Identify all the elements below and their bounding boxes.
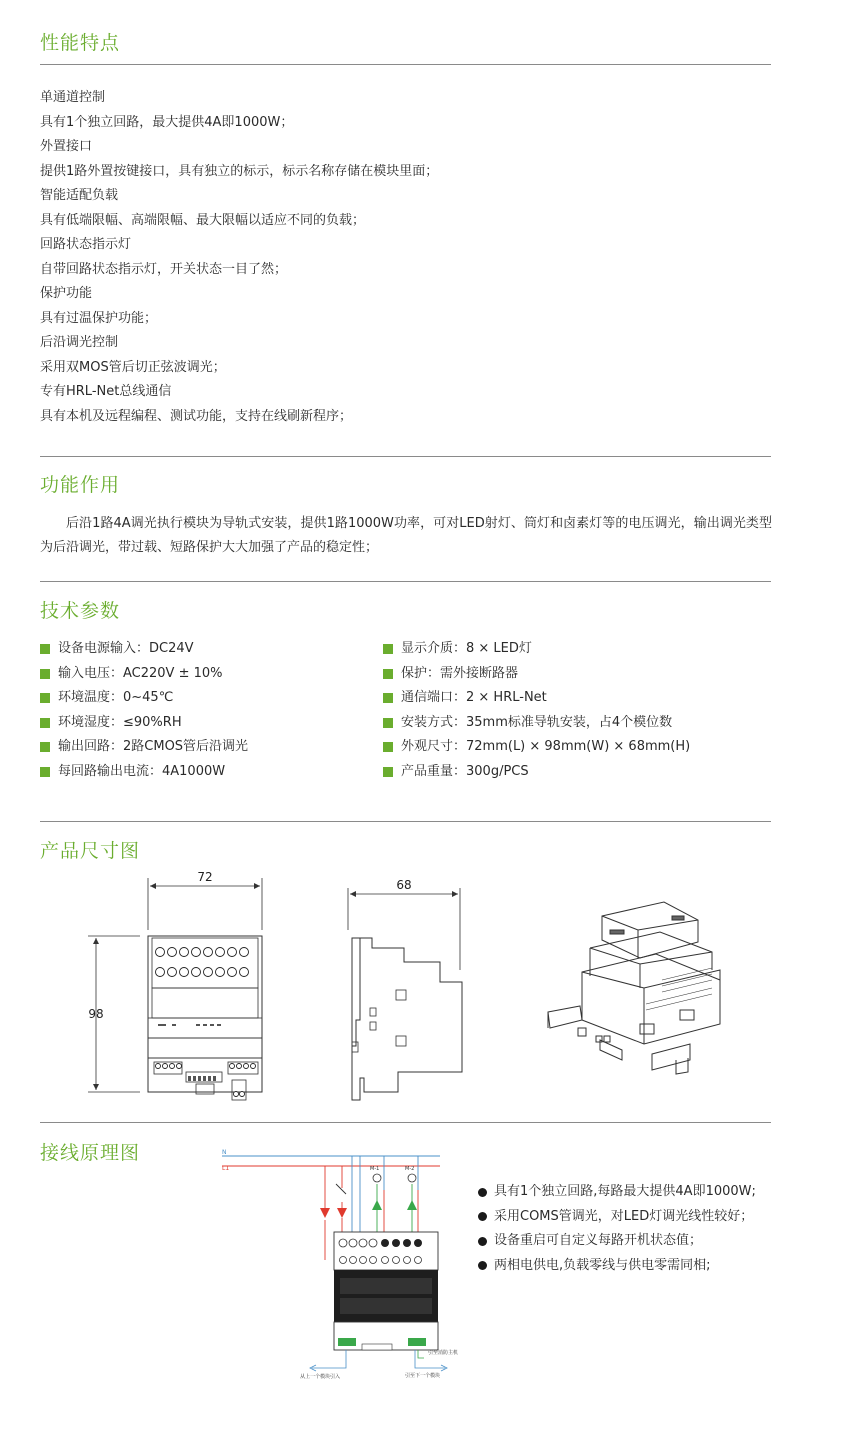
divider [40,64,771,65]
feature-line: 具有本机及远程编程、测试功能，支持在线刷新程序； [40,408,353,424]
spec-item: 保护：需外接断路器 [383,662,690,687]
spec-item: 设备电源输入：DC24V [40,637,248,662]
bullet-dot-icon [478,1188,487,1197]
dim-depth-label: 68 [396,878,412,892]
wiring-note: 采用COMS管调光，对LED灯调光线性较好； [478,1205,756,1230]
section-title-wiring: 接线原理图 [40,1142,141,1164]
bullet-square-icon [383,767,393,777]
features-list [40,86,438,429]
feature-line: 采用双MOS管后切正弦波调光； [40,359,226,375]
isometric-view-drawing [548,902,720,1074]
specs-left [40,637,248,784]
feature-line: 单通道控制 [40,90,106,105]
bullet-dot-icon [478,1237,487,1246]
wiring-notes [478,1180,756,1278]
bullet-square-icon [40,742,50,752]
feature-line: 外置接口 [40,139,93,154]
side-view-drawing [348,888,462,1100]
spec-item: 通信端口：2 × HRL-Net [383,686,690,711]
lamp-icon [408,1174,416,1182]
feature-line: 保护功能 [40,286,93,301]
feature-line: 专有HRL-Net总线通信 [40,384,172,399]
bullet-square-icon [383,718,393,728]
feature-line: 回路状态指示灯 [40,237,132,252]
line-l1-label: L1 [222,1165,230,1172]
section-title-features: 性能特点 [40,32,121,54]
bullet-square-icon [40,767,50,777]
bus-lines [310,1350,447,1371]
spec-item: 显示介质：8 × LED灯 [383,637,690,662]
arrow-down-icon [320,1208,330,1218]
feature-line: 自带回路状态指示灯，开关状态一目了然； [40,261,288,277]
feature-line: 提供1路外置按键接口，具有独立的标示，标示名称存储在模块里面； [40,163,439,179]
section-title-function: 功能作用 [40,474,121,496]
bullet-square-icon [383,644,393,654]
bullet-square-icon [383,742,393,752]
line-n-label: N [222,1149,227,1156]
to-host-label: 引至消防主机 [428,1350,459,1356]
divider [40,456,771,457]
spec-item: 安装方式：35mm标准导轨安装，占4个模位数 [383,711,690,736]
section-title-dimensions: 产品尺寸图 [40,840,141,862]
spec-item: 输出回路：2路CMOS管后沿调光 [40,735,248,760]
spec-item: 输入电压：AC220V ± 10% [40,662,248,687]
bullet-square-icon [383,669,393,679]
arrow-up-icon [372,1200,382,1210]
feature-line: 具有过温保护功能； [40,310,158,326]
bullet-square-icon [40,718,50,728]
load-label-1: M-1 [370,1166,380,1172]
specs-right [383,637,690,784]
bullet-square-icon [40,693,50,703]
divider [40,821,771,822]
front-led-row [158,1024,221,1081]
wiring-diagram [0,1148,470,1388]
wiring-note: 两相电供电,负载零线与供电零需同相; [478,1254,756,1279]
arrow-down-icon [337,1208,347,1218]
arrow-up-icon [407,1200,417,1210]
bullet-square-icon [40,644,50,654]
divider [40,1122,771,1123]
wiring-note: 设备重启可自定义每路开机状态值； [478,1229,756,1254]
from-prev-label: 从上一个模块引入 [300,1374,341,1380]
to-next-label: 引至下一个模块 [405,1373,441,1379]
lamp-icon [373,1174,381,1182]
load-label-2: M-2 [405,1166,415,1172]
dimension-drawings [0,860,850,1120]
bullet-square-icon [40,669,50,679]
spec-item: 环境温度：0~45℃ [40,686,248,711]
wiring-note: 具有1个独立回路,每路最大提供4A即1000W; [478,1180,756,1205]
feature-line: 具有1个独立回路，最大提供4A即1000W； [40,114,294,130]
feature-line: 后沿调光控制 [40,335,119,350]
spec-item: 环境湿度：≤90%RH [40,711,248,736]
bullet-dot-icon [478,1212,487,1221]
wiring-module [334,1232,438,1350]
function-paragraph: 后沿1路4A调光执行模块为导轨式安装，提供1路1000W功率，可对LED射灯、筒灯和卤素灯等的电压调光，输出调光类型为后沿调光，带过载、短路保护大大加强了产品的稳定性； [40,516,772,555]
dim-height-label: 98 [88,1007,104,1021]
section-title-specs: 技术参数 [40,600,121,622]
bullet-dot-icon [478,1261,487,1270]
feature-line: 智能适配负载 [40,188,119,203]
front-view-drawing [88,878,262,1100]
spec-item: 每回路输出电流：4A1000W [40,760,248,785]
feature-line: 具有低端限幅、高端限幅、最大限幅以适应不同的负载； [40,212,366,228]
divider [40,581,771,582]
dim-width-label: 72 [197,870,213,884]
bullet-square-icon [383,693,393,703]
spec-item: 外观尺寸：72mm(L) × 98mm(W) × 68mm(H) [383,735,690,760]
spec-item: 产品重量：300g/PCS [383,760,690,785]
